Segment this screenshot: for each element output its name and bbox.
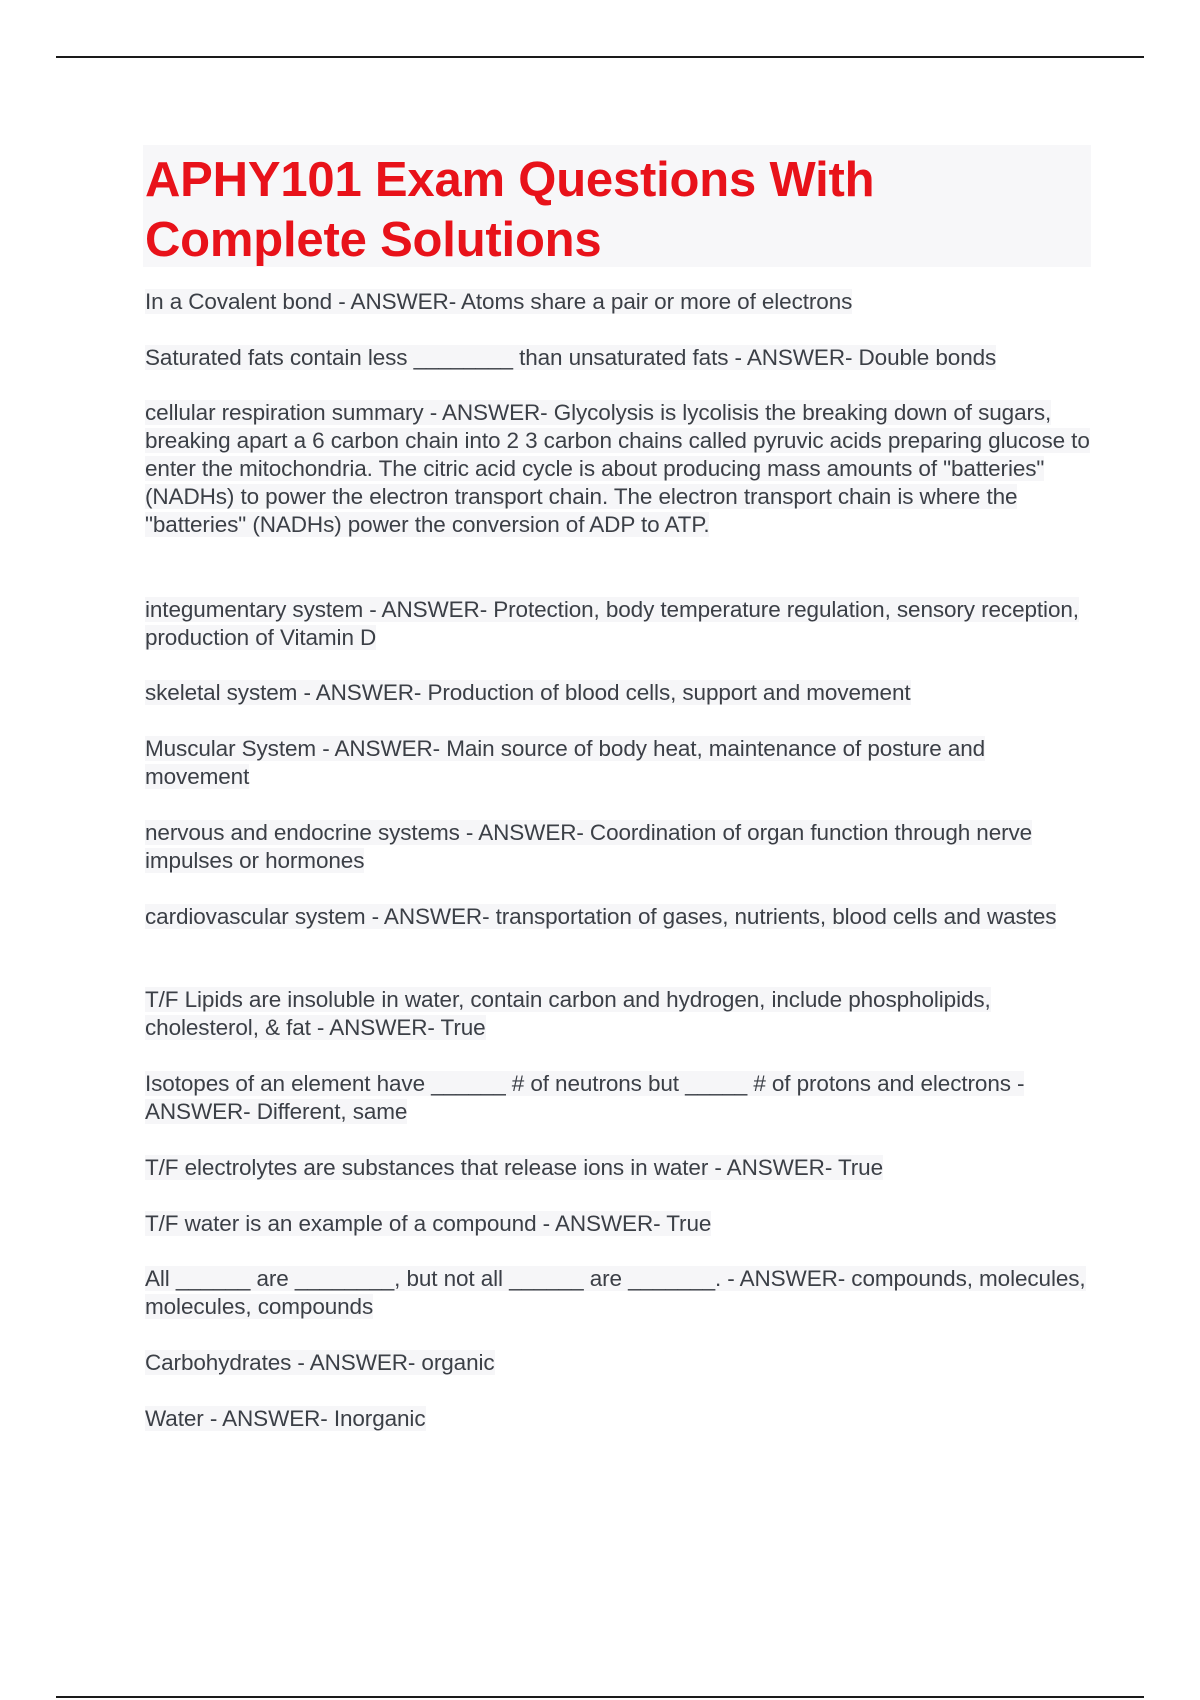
qa-item [145,344,1093,372]
qa-item [145,596,1093,652]
qa-text: cardiovascular system - ANSWER- transportation of gases, nutrients, blood cells and wastes [145,904,1057,929]
qa-item [145,1349,1093,1377]
bottom-divider [56,1696,1144,1698]
qa-text: Water - ANSWER- Inorganic [145,1406,426,1431]
qa-text: Isotopes of an element have ______ # of neutrons but _____ # of protons and electrons - ANSWER- Different, same [145,1071,1025,1124]
title-line-2: Complete Solutions [145,213,602,267]
qa-item [145,819,1093,875]
qa-item [145,903,1093,931]
qa-text: Carbohydrates - ANSWER- organic [145,1350,495,1375]
qa-item [145,679,1093,707]
title-block [143,145,1091,267]
qa-text: cellular respiration summary - ANSWER- Glycolysis is lycolisis the breaking down of sugars, breaking apart a 6 carbon chain into 2 3 carbon chains called pyruvic acids preparing glucose to enter the mitochondria. The citric acid cycle is about producing mass amounts of "batteries" (NADHs) to power the electron transport chain. The electron transport chain is where the "batteries" (NADHs) power the conversion of ADP to ATP. [145,400,1090,537]
qa-item [145,288,1093,316]
qa-text: T/F electrolytes are substances that release ions in water - ANSWER- True [145,1155,883,1180]
qa-item [145,1265,1093,1321]
qa-text: In a Covalent bond - ANSWER- Atoms share a pair or more of electrons [145,289,853,314]
qa-item [145,399,1093,539]
qa-item [145,735,1093,791]
document-title [145,150,1089,270]
qa-text: All ______ are ________, but not all ______ are _______. - ANSWER- compounds, molecules, molecules, compounds [145,1266,1086,1319]
qa-text: skeletal system - ANSWER- Production of blood cells, support and movement [145,680,911,705]
qa-text: T/F water is an example of a compound - ANSWER- True [145,1211,712,1236]
top-divider [56,56,1144,58]
qa-item [145,1070,1093,1126]
qa-text: Saturated fats contain less ________ than unsaturated fats - ANSWER- Double bonds [145,345,997,370]
qa-item [145,1210,1093,1238]
title-line-1: APHY101 Exam Questions With [145,153,875,207]
qa-text: Muscular System - ANSWER- Main source of body heat, maintenance of posture and movement [145,736,986,789]
qa-text: T/F Lipids are insoluble in water, contain carbon and hydrogen, include phospholipids, cholesterol, & fat - ANSWER- True [145,987,991,1040]
qa-item [145,1154,1093,1182]
qa-text: integumentary system - ANSWER- Protection, body temperature regulation, sensory reception, production of Vitamin D [145,597,1079,650]
qa-item [145,986,1093,1042]
qa-text: nervous and endocrine systems - ANSWER- Coordination of organ function through nerve impulses or hormones [145,820,1033,873]
qa-item [145,1405,1093,1433]
